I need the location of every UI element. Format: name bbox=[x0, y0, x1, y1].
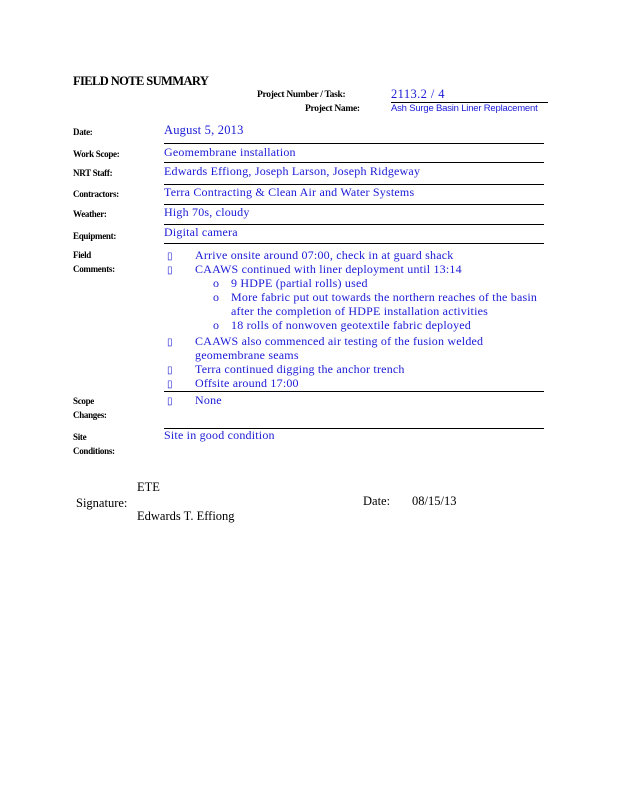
nrt-staff-value: Edwards Effiong, Joseph Larson, Joseph Ridgeway bbox=[164, 164, 421, 178]
site-conditions-value: Site in good condition bbox=[164, 428, 275, 442]
field-comments-label-line2: Comments: bbox=[73, 264, 115, 274]
signature-date-value: 08/15/13 bbox=[412, 494, 457, 508]
project-number-value: 2113.2 / 4 bbox=[391, 87, 445, 101]
date-value: August 5, 2013 bbox=[164, 123, 244, 137]
comment-subitem: More fabric put out towards the northern reaches of the basin bbox=[231, 290, 538, 304]
page-title: FIELD NOTE SUMMARY bbox=[73, 74, 209, 88]
work-scope-underline bbox=[164, 162, 544, 163]
nrt-staff-label: NRT Staff: bbox=[73, 168, 113, 178]
field-comments-underline bbox=[164, 391, 544, 392]
contractors-value: Terra Contracting & Clean Air and Water Systems bbox=[164, 185, 415, 199]
date-underline bbox=[164, 143, 544, 144]
site-conditions-label-line1: Site bbox=[73, 432, 87, 442]
comment-item: CAAWS also commenced air testing of the fusion welded bbox=[195, 334, 484, 348]
bullet-icon: ▯ bbox=[167, 365, 173, 376]
comment-subitem: 18 rolls of nonwoven geotextile fabric deployed bbox=[231, 318, 472, 332]
equipment-value: Digital camera bbox=[164, 225, 238, 239]
bullet-icon: ▯ bbox=[167, 265, 173, 276]
equipment-underline bbox=[164, 243, 544, 244]
bullet-icon: ▯ bbox=[167, 337, 173, 348]
comment-item: Offsite around 17:00 bbox=[195, 376, 299, 390]
comment-item: Arrive onsite around 07:00, check in at guard shack bbox=[195, 248, 454, 262]
field-comments-label-line1: Field bbox=[73, 250, 91, 260]
signature-initials: ETE bbox=[137, 480, 160, 494]
comment-item: Terra continued digging the anchor trench bbox=[195, 362, 405, 376]
comment-subitem: 9 HDPE (partial rolls) used bbox=[231, 276, 368, 290]
work-scope-value: Geomembrane installation bbox=[164, 145, 296, 159]
contractors-label: Contractors: bbox=[73, 189, 119, 199]
scope-changes-label-line1: Scope bbox=[73, 396, 95, 406]
work-scope-label: Work Scope: bbox=[73, 149, 120, 159]
comment-subitem-continued: after the completion of HDPE installation activities bbox=[231, 304, 489, 318]
signature-date-label: Date: bbox=[363, 494, 391, 508]
scope-changes-label-line2: Changes: bbox=[73, 410, 107, 420]
scope-changes-item: None bbox=[195, 393, 222, 407]
equipment-label: Equipment: bbox=[73, 231, 117, 241]
bullet-icon: ▯ bbox=[167, 251, 173, 262]
bullet-icon: ▯ bbox=[167, 379, 173, 390]
comment-item: CAAWS continued with liner deployment until 13:14 bbox=[195, 262, 462, 276]
project-name-label: Project Name: bbox=[305, 104, 360, 114]
sub-bullet-icon: o bbox=[213, 290, 219, 304]
bullet-icon: ▯ bbox=[167, 396, 173, 407]
weather-value: High 70s, cloudy bbox=[164, 205, 250, 219]
site-conditions-label-line2: Conditions: bbox=[73, 446, 115, 456]
sub-bullet-icon: o bbox=[213, 276, 219, 290]
project-name-value: Ash Surge Basin Liner Replacement bbox=[391, 103, 538, 114]
comment-item-continued: geomembrane seams bbox=[195, 348, 299, 362]
date-label: Date: bbox=[73, 127, 93, 137]
project-number-label: Project Number / Task: bbox=[257, 90, 346, 100]
weather-label: Weather: bbox=[73, 209, 107, 219]
sub-bullet-icon: o bbox=[213, 318, 219, 332]
signature-label: Signature: bbox=[76, 496, 128, 510]
signature-name: Edwards T. Effiong bbox=[137, 509, 235, 523]
